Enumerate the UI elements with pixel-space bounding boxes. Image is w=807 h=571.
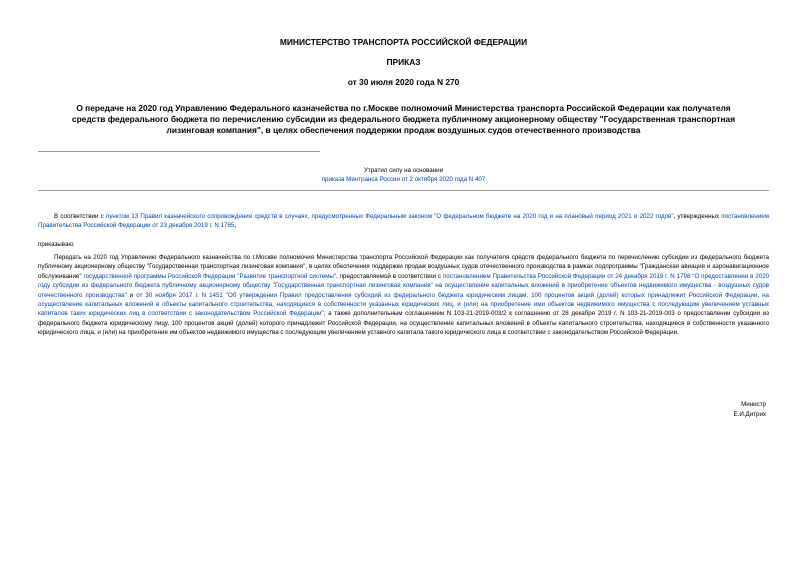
status-note: Утратил силу на основании — [363, 167, 444, 174]
top-divider — [38, 151, 320, 152]
state-program-link[interactable]: государственной программы Российской Федерации "Развитие транспортной системы" — [83, 272, 337, 280]
main-text: Передать на 2020 год Управлению Федерального казначейства по г.Москве полномочия Министерства транспорта Российской Федерации как получателя средств федерального бюджета по перечислению субсидии из федерального бюджета публичному акционерному обществу "Государственная транспортная лизинговая компания", в целях обеспечения поддержки продаж воздушных судов отечественного производства в рамках подпрограммы "Гражданская авиация и аэронавигационное обслуживание" — [38, 254, 769, 280]
preamble-text: , — [234, 222, 237, 230]
signature-name: Е.И.Дитрих — [733, 411, 766, 418]
rules-clause-link[interactable]: пунктом 13 Правил казначейского сопровождения средств в случаях, предусмотренных Федеральным законом "О федеральном бюджете на 2020 год и на плановый период 2021 и 2022 годов" — [105, 213, 674, 220]
status-divider — [38, 190, 769, 191]
main-paragraph — [38, 253, 769, 338]
government-resolution-1765-link[interactable]: постановлением Правительства Российской Федерации от 23 декабря 2019 г. N 1765 — [38, 213, 769, 230]
document-title — [62, 103, 745, 136]
main-text: и — [126, 291, 137, 299]
preamble-text: , утвержденных — [673, 213, 722, 220]
preamble-paragraph — [38, 212, 769, 231]
repeal-order-link[interactable]: приказа Минтранса России от 2 октября 2020 года N 407 — [321, 176, 486, 183]
government-resolution-1451-link[interactable]: от 30 ноября 2017 г. N 1451 "Об утверждении Правил предоставления субсидий из федерального бюджета юридическим лицам, 100 процентов акций (долей) которых принадлежит Российской Федерации, на осуществление капитальных вложений в объекты капитального строительства, находящиеся в собственности указанных юридических лиц, и (или) на приобретение ими объектов недвижимого имущества с последующим увеличением уставных капиталов таких юридических лиц в соответствии с законодательством Российской Федерации" — [38, 291, 770, 318]
document-date-number: от 30 июля 2020 года N 270 — [347, 77, 460, 87]
government-resolution-1798-link[interactable]: постановлением Правительства Российской Федерации от 24 декабря 2019 г. N 1798 "О предоставлении в 2020 году субсидии из федерального бюджета публичному акционерному обществу "Государственная транспортная лизинговая компания" на осуществление капитальных вложений в приобретение объектов недвижимого имущества - воздушных судов отечественного производства" — [38, 272, 769, 299]
signature-position: Министр — [741, 401, 766, 408]
title-line: средств федерального бюджета по перечислению субсидии из федерального бюджета публичному акционерному обществу "Государственная транспортная — [71, 114, 736, 124]
document-type: ПРИКАЗ — [386, 57, 421, 67]
title-line: О передаче на 2020 год Управлению Федерального казначейства по г.Москве полномочий Министерства транспорта Российской Федерации как получателя — [76, 103, 731, 113]
title-line: лизинговая компания", в целях обеспечения поддержки продаж воздушных судов отечественного производства — [166, 125, 641, 135]
ministry-name: МИНИСТЕРСТВО ТРАНСПОРТА РОССИЙСКОЙ ФЕДЕРАЦИИ — [279, 37, 528, 47]
main-text: , а также дополнительным соглашением N 103-21-2019-003/2 к соглашению от 28 декабря 2019 г. N 103-21-2019-003 о предоставлении субсидии из федерального бюджета юридическому лицу, 100 процентов акций (долей) которого принадлежит Российской Федерации, на осуществление капитальных вложений в объекты капитального строительства, находящиеся в собственности указанного юридического лица, и (или) на приобретение им объектов недвижимого имущества с последующим увеличением уставного капитала такого юридического лица в соответствии с законодательством Российской Федерации. — [38, 310, 769, 337]
order-word: приказываю: — [38, 241, 75, 248]
main-text: , предоставляемой в соответствии с — [336, 272, 443, 280]
preamble-text: В соответствии с — [54, 213, 106, 220]
